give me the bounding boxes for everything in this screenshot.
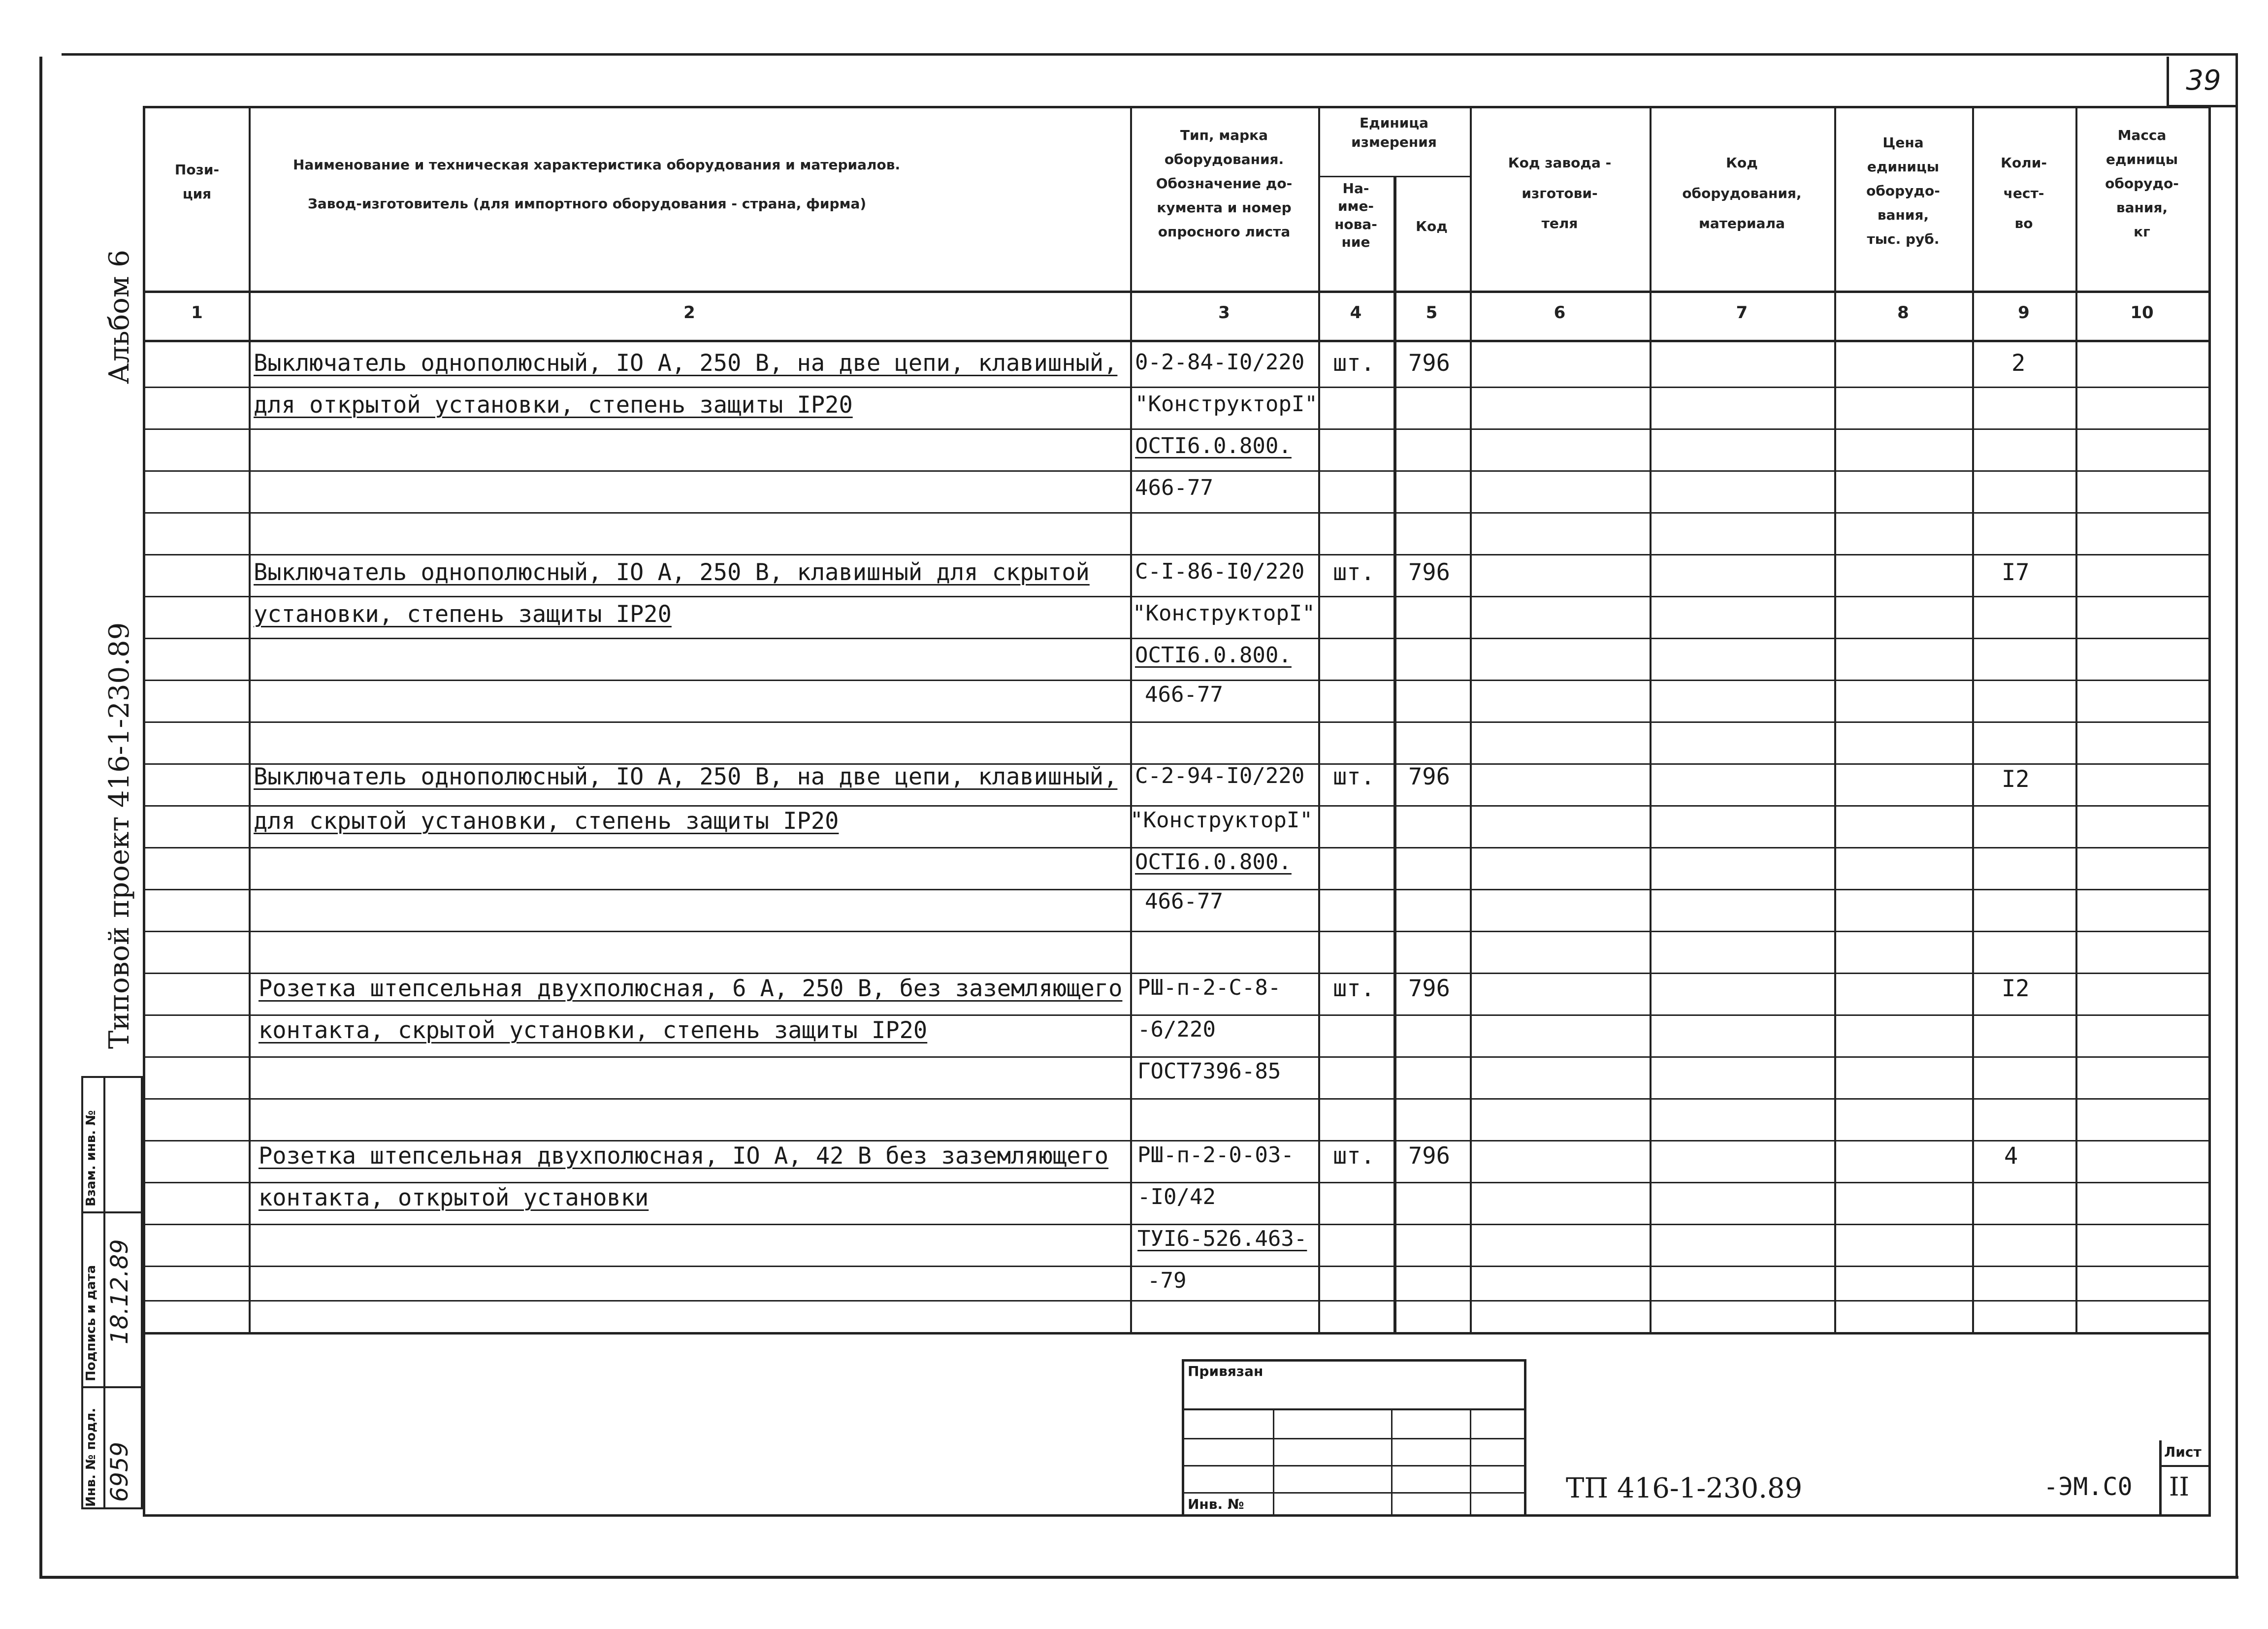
approval-strip-divider: [103, 1076, 105, 1509]
item-unit: шт.: [1333, 350, 1375, 377]
title-block: [143, 1335, 2211, 1517]
item-unit-code: 796: [1408, 975, 1450, 1002]
item-unit: шт.: [1333, 559, 1375, 586]
stamp-line: [1182, 1438, 1526, 1439]
item-quantity: 4: [2004, 1142, 2018, 1170]
row-line: [145, 512, 2208, 514]
item-name-line: для открытой установки, степень защиты IP20: [254, 391, 853, 419]
col-divider: [1393, 176, 1396, 1332]
item-unit: шт.: [1333, 975, 1375, 1002]
row-line: [145, 428, 2208, 430]
album-label: [103, 250, 135, 384]
item-unit: шт.: [1333, 763, 1375, 790]
item-type-line: ГОСТ7396-85: [1137, 1059, 1281, 1084]
item-name-line: Выключатель однополюсный, IO А, 250 В, клавишный для скрытой: [254, 559, 1090, 586]
sheet-value: II: [2169, 1472, 2190, 1502]
item-type-line: РШ-п-2-С-8-: [1137, 975, 1281, 1000]
row-line: [145, 1266, 2208, 1267]
column-number: 6: [1554, 303, 1566, 323]
document-suffix: -ЭМ.С0: [2043, 1472, 2133, 1501]
item-unit: шт.: [1333, 1142, 1375, 1170]
item-type-line: ТУI6-526.463-: [1137, 1226, 1307, 1251]
row-line: [145, 1300, 2208, 1302]
inv-podl-value: 6959: [106, 1441, 133, 1502]
stamp-inv-label: Инв. №: [1188, 1496, 1244, 1512]
row-line: [145, 973, 2208, 974]
vzam-inv-label: Взам. инв. №: [84, 1110, 98, 1206]
header-bottom-line: [145, 291, 2208, 293]
sheet-box-divider: [2159, 1465, 2211, 1467]
approval-strip-line: [81, 1386, 143, 1388]
header-mass: Масса единицы оборудо- вания, кг: [2105, 127, 2179, 240]
sheet-label: Лист: [2164, 1444, 2202, 1460]
item-quantity: I7: [2002, 559, 2030, 586]
project-label-text: Типовой проект 416-1-230.89: [103, 622, 135, 1049]
row-line: [145, 596, 2208, 597]
item-unit-code: 796: [1408, 1142, 1450, 1170]
item-type-line: -6/220: [1137, 1017, 1216, 1042]
header-name-line2: Завод-изготовитель (для импортного оборудования - страна, фирма): [308, 195, 867, 212]
column-number: 2: [683, 303, 695, 323]
item-unit-code: 796: [1408, 559, 1450, 586]
column-number: 10: [2130, 303, 2154, 323]
specification-table: [143, 106, 2211, 1335]
stamp-line: [1182, 1408, 1526, 1410]
item-type-line: 466-77: [1135, 475, 1213, 500]
header-price: Цена единицы оборудо- вания, тыс. руб.: [1866, 134, 1940, 247]
header-quantity: Коли- чест- во: [2001, 155, 2047, 232]
item-name-line: установки, степень защиты IP20: [254, 601, 672, 628]
row-line: [145, 638, 2208, 639]
header-type: Тип, марка оборудования. Обозначение до- кумента и номер опросного листа: [1156, 127, 1293, 240]
item-type-line: -79: [1147, 1268, 1187, 1293]
item-type-line: 466-77: [1145, 889, 1223, 914]
stamp-col-line: [1391, 1408, 1393, 1514]
item-name-line: контакта, открытой установки: [259, 1184, 649, 1211]
column-number: 8: [1897, 303, 1909, 323]
number-row-line: [145, 340, 2208, 342]
approval-strip-line: [81, 1211, 143, 1213]
row-line: [145, 1140, 2208, 1141]
item-name-line: Розетка штепсельная двухполюсная, 6 А, 250 В, без заземляющего: [259, 975, 1123, 1002]
row-line: [145, 805, 2208, 807]
stamp-col-line: [1470, 1408, 1471, 1514]
item-type-line: С-I-86-I0/220: [1135, 559, 1305, 584]
stamp-line: [1182, 1492, 1526, 1494]
header-equipment-code: Код оборудования, материала: [1682, 155, 1802, 232]
item-name-line: контакта, скрытой установки, степень защиты IP20: [259, 1017, 928, 1044]
item-type-line: 0-2-84-I0/220: [1135, 350, 1305, 375]
item-type-line: "КонструкторI": [1130, 808, 1313, 833]
column-number: 4: [1350, 303, 1362, 323]
album-label-text: Альбом 6: [103, 250, 135, 384]
column-number: 9: [2018, 303, 2030, 323]
row-line: [145, 721, 2208, 723]
column-number: 5: [1426, 303, 1438, 323]
row-line: [145, 387, 2208, 388]
frame-right-line: [2236, 53, 2238, 1576]
stamp-binding-label: Привязан: [1188, 1363, 1264, 1379]
row-line: [145, 1056, 2208, 1058]
unit-subheader-line: [1318, 176, 1470, 177]
row-line: [145, 680, 2208, 681]
header-name: [249, 153, 1130, 216]
row-line: [145, 1098, 2208, 1100]
item-type-line: С-2-94-I0/220: [1135, 763, 1305, 788]
header-position: Пози- ция: [174, 162, 220, 202]
item-unit-code: 796: [1408, 763, 1450, 790]
row-line: [145, 847, 2208, 848]
column-number: 7: [1736, 303, 1748, 323]
signature-date-value: 18.12.89: [106, 1239, 133, 1344]
row-line: [145, 554, 2208, 555]
item-name-line: для скрытой установки, степень защиты IP20: [254, 808, 839, 835]
stamp-line: [1182, 1465, 1526, 1466]
row-line: [145, 931, 2208, 932]
row-line: [145, 1014, 2208, 1016]
item-name-line: Выключатель однополюсный, IO А, 250 В, на две цепи, клавишный,: [254, 350, 1118, 377]
item-name-line: Выключатель однополюсный, IO А, 250 В, на две цепи, клавишный,: [254, 763, 1118, 790]
header-unit-name: На- име- нова- ние: [1334, 180, 1377, 251]
sheet-number: 39: [2167, 57, 2238, 107]
inv-podl-label: Инв. № подл.: [84, 1407, 98, 1507]
item-type-line: 466-77: [1145, 682, 1223, 707]
row-line: [145, 1182, 2208, 1183]
item-quantity: 2: [2011, 350, 2026, 377]
item-quantity: I2: [2002, 766, 2030, 793]
header-unit: Единица измерения: [1351, 115, 1437, 151]
item-type-line: -I0/42: [1137, 1184, 1216, 1209]
item-unit-code: 796: [1408, 350, 1450, 377]
item-quantity: I2: [2002, 975, 2030, 1002]
item-type-line: ОСТI6.0.800.: [1135, 433, 1292, 458]
item-type-line: ОСТI6.0.800.: [1135, 849, 1292, 875]
frame-top-line: [62, 53, 2236, 56]
header-factory-code: Код завода - изготови- теля: [1508, 155, 1612, 232]
project-label: [103, 622, 135, 1049]
item-type-line: "КонструкторI": [1135, 391, 1318, 417]
item-type-line: ОСТI6.0.800.: [1135, 643, 1292, 668]
header-unit-code: Код: [1416, 218, 1448, 234]
stamp-col-line: [1273, 1408, 1274, 1514]
row-line: [145, 1224, 2208, 1225]
signature-date-label: Подпись и дата: [84, 1265, 98, 1381]
row-line: [145, 470, 2208, 472]
item-name-line: Розетка штепсельная двухполюсная, IO А, 42 В без заземляющего: [259, 1142, 1109, 1170]
column-number: 1: [191, 303, 203, 323]
item-type-line: "КонструкторI": [1133, 601, 1315, 626]
header-name-line1: Наименование и техническая характеристика оборудования и материалов.: [293, 157, 901, 173]
document-designation: ТП 416-1-230.89: [1566, 1472, 1803, 1504]
item-type-line: РШ-п-2-0-03-: [1137, 1142, 1294, 1168]
column-number: 3: [1218, 303, 1230, 323]
